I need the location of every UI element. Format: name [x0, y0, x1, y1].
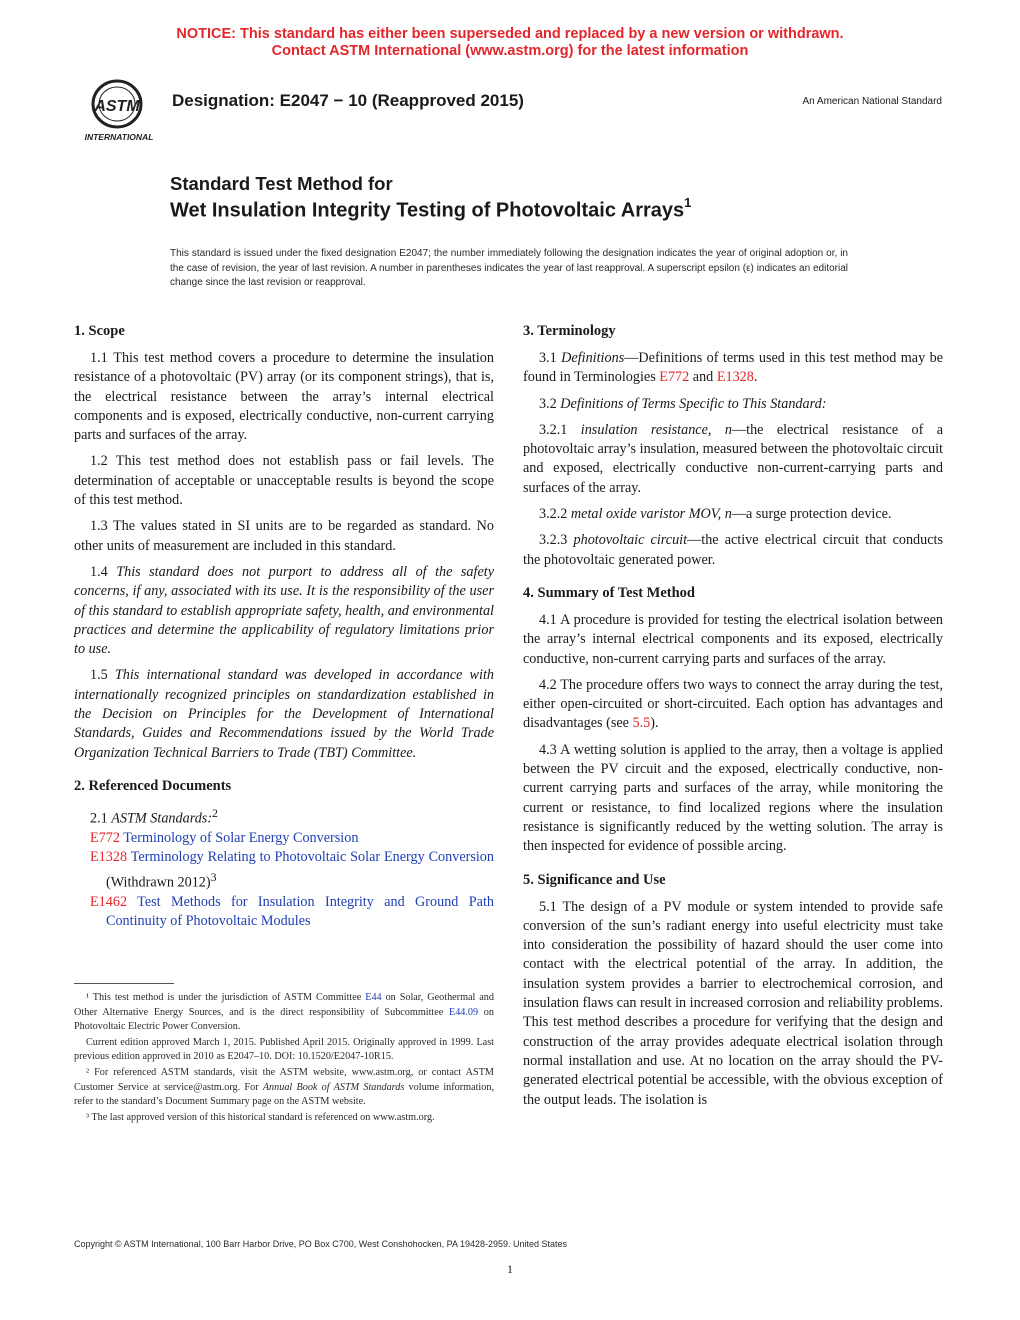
ref-item: [74, 893, 494, 932]
para-number: 3.2.1: [539, 421, 568, 438]
footnote-text: on Photovoltaic Electric Power Conversion.: [74, 1006, 494, 1033]
copyright: Copyright © ASTM International, 100 Barr Harbor Drive, PO Box C700, West Conshohocken, PA 19428-2959. United States: [74, 1239, 568, 1249]
left-column: [74, 322, 494, 945]
designation: Designation: E2047 − 10 (Reapproved 2015): [172, 91, 524, 110]
para-number: 3.2: [539, 395, 557, 412]
e772-link[interactable]: E772: [659, 369, 690, 386]
para-italic-text: This standard does not purport to address all of the safety concerns, if any, associated with its use. It is the responsibility of the user of this standard to establish appropriate safety, health, and environmental practices and determine the applicability of regulatory limitations prior to use.: [74, 563, 494, 658]
para-term: Definitions: [561, 350, 625, 366]
paragraph-4-1: 4.1 A procedure is provided for testing the electrical isolation between the array’s internal electrical components and its exposed, electrically conductive, non-current carrying parts and surfaces of the array.: [523, 611, 943, 667]
footnote-1: [74, 991, 494, 1035]
footnote-text: ¹ This test method is under the jurisdiction of ASTM Committee: [86, 992, 366, 1003]
para-text: —a surge protection device.: [731, 506, 892, 523]
para-text: —the electrical resistance of a photovoltaic array’s insulation, measured between the photovoltaic circuit and exposed, electrically conductive non-current-carrying parts and surfaces of the array.: [523, 421, 944, 496]
section-summary: [523, 584, 943, 857]
superseded-notice: [0, 26, 1020, 60]
para-text: and: [689, 369, 717, 386]
section-heading: 2. Referenced Documents: [74, 777, 232, 794]
para-text: —Definitions of terms used in this test method may be found in Terminologies: [523, 350, 943, 386]
section-scope: [74, 322, 494, 763]
para-number: 3.2.2: [539, 506, 568, 523]
title-footnote-ref[interactable]: 1: [684, 195, 692, 210]
paragraph-2-1: [74, 804, 494, 829]
footnote-italic: Annual Book of ASTM Standards: [262, 1081, 405, 1093]
section-heading: 5. Significance and Use: [523, 871, 666, 888]
right-column: [523, 322, 943, 1124]
paragraph-1-2: 1.2 This test method does not establish pass or fail levels. The determination of acceptable or unacceptable results is beyond the scope of this test method.: [74, 453, 494, 509]
issue-note: This standard is issued under the fixed designation E2047; the number immediately following the designation indicates the year of original adoption or, in the case of revision, the year of last revision. A number in parentheses indicates the year of last reapproval. A superscript epsilon (ε) indicates an editorial change since the last revision or reapproval.: [170, 248, 848, 288]
subcommittee-link[interactable]: E44.09: [448, 1006, 479, 1018]
para-term: Definitions of Terms Specific to This Standard:: [560, 395, 827, 412]
para-text: ).: [650, 715, 659, 732]
ref-item: [74, 829, 494, 848]
notice-line-1: NOTICE: This standard has either been superseded and replaced by a new version or withdrawn.: [176, 26, 844, 42]
para-term: metal oxide varistor MOV, n: [570, 506, 732, 523]
paragraph-1-4: [74, 563, 494, 659]
paragraph-3-2-2: [523, 505, 943, 524]
footnote-text: ² For referenced ASTM standards, visit the ASTM website, www.astm.org, or contact ASTM Customer Service at service@astm.org. For: [74, 1066, 494, 1093]
section-terminology: [523, 322, 943, 570]
para-text: .: [753, 369, 758, 386]
american-national-standard: An American National Standard: [802, 96, 942, 107]
ref-item: [74, 848, 494, 892]
footnote-text: on Solar, Geothermal and Other Alternative Energy Sources, and is the direct responsibility of Subcommittee: [74, 992, 494, 1018]
para-italic-text: This international standard was developed in accordance with internationally recognized principles on standardization established in the Decision on Principles for the Development of International Standards, Guides and Recommendations issued by the World Trade Organization Technical Barriers to Trade (TBT) Committee.: [74, 667, 494, 761]
para-term: insulation resistance, n: [580, 421, 732, 438]
para-number: 1.4: [90, 563, 108, 580]
section-5-5-link[interactable]: 5.5: [632, 715, 651, 732]
paragraph-1-5: [74, 666, 494, 762]
ref-extra: (Withdrawn 2012): [106, 874, 211, 891]
logo-subtext: INTERNATIONAL: [84, 132, 154, 142]
paragraph-4-3: 4.3 A wetting solution is applied to the array, then a voltage is applied between the PV circuit and the exposed, electrically conductive, non-current carrying parts and surfaces of the array, while monitoring the current or resistance, to find localized regions where the insulation resistance is significantly reduced by the wetting solution. The array is then inspected for evidence of possible arcing.: [523, 741, 943, 855]
notice-line-2: Contact ASTM International (www.astm.org) for the latest information: [271, 43, 749, 59]
e1328-link[interactable]: E1328: [716, 369, 754, 386]
paragraph-1-3: 1.3 The values stated in SI units are to be regarded as standard. No other units of measurement are included in this standard.: [74, 518, 494, 554]
logo-text: ASTM: [94, 98, 140, 115]
page-number: 1: [507, 1262, 513, 1276]
footnote-1-edition: Current edition approved March 1, 2015. Published April 2015. Originally approved in 1999. Last previous edition approved in 2010 as E2047–10. DOI: 10.1520/E2047-10R15.: [74, 1036, 494, 1063]
paragraph-3-1: [523, 349, 943, 388]
section-heading: 3. Terminology: [523, 323, 616, 339]
para-number: 3.1: [539, 350, 557, 366]
paragraph-3-2-3: [523, 531, 943, 570]
footnote-ref[interactable]: 2: [212, 805, 218, 820]
ref-title-link[interactable]: Terminology of Solar Energy Conversion: [123, 829, 359, 846]
ref-title-link[interactable]: Test Methods for Insulation Integrity and Ground Path Continuity of Photovoltaic Modules: [106, 893, 494, 929]
committee-link[interactable]: E44: [365, 992, 382, 1003]
section-referenced-documents: [74, 777, 494, 931]
footnote-2: [74, 1066, 494, 1110]
para-number: 1.5: [90, 667, 108, 684]
footnote-divider: [74, 983, 174, 984]
astm-logo: [74, 74, 164, 144]
ref-title-link[interactable]: Terminology Relating to Photovoltaic Solar Energy Conversion: [130, 849, 494, 866]
para-number: 2.1: [90, 810, 108, 827]
footnote-ref[interactable]: 3: [210, 869, 217, 884]
title-line-1: Standard Test Method for: [170, 173, 393, 194]
title-text: Wet Insulation Integrity Testing of Photovoltaic Arrays: [170, 199, 685, 222]
para-term: ASTM Standards:: [111, 810, 213, 827]
section-significance: [523, 871, 943, 1110]
para-number: 3.2.3: [539, 532, 568, 549]
ref-code-link[interactable]: E1462: [90, 893, 128, 910]
footnote-3: ³ The last approved version of this historical standard is referenced on www.astm.org.: [86, 1111, 435, 1123]
section-heading: 4. Summary of Test Method: [523, 584, 695, 601]
title-line-2: [170, 197, 691, 223]
para-text: —the active electrical circuit that conducts the photovoltaic generated power.: [523, 532, 943, 568]
ref-code-link[interactable]: E772: [90, 829, 120, 846]
paragraph-3-2: [523, 395, 943, 414]
ref-code-link[interactable]: E1328: [90, 849, 128, 866]
footnote-text: volume information, refer to the standard’s Document Summary page on the ASTM website.: [74, 1081, 494, 1108]
paragraph-1-1: 1.1 This test method covers a procedure to determine the insulation resistance of a photovoltaic (PV) array (or its component strings), that is, the electrical resistance between the array’s internal electrical components and is exposed, electrically conductive, non-current carrying parts and surfaces of the array.: [74, 350, 494, 444]
footnotes: [74, 991, 494, 1126]
section-heading: 1. Scope: [74, 323, 125, 339]
para-term: photovoltaic circuit: [573, 532, 688, 549]
para-text: 4.2 The procedure offers two ways to connect the array during the test, either open-circuited or short-circuited. Each option has advantages and disadvantages (see: [523, 676, 943, 732]
paragraph-4-2: [523, 676, 943, 734]
paragraph-5-1: 5.1 The design of a PV module or system intended to provide safe conversion of the sun’s radiant energy into useful electricity must take into consideration the possibility of hazard should the user come into contact with the electrical potential of the array. In addition, the insulation system provides a barrier to electrochemical corrosion, and insulation flaws can result in increased corrosion and reliability problems. This test method describes a procedure for verifying that the design and construction of the array provides adequate electrical isolation through normal installation and use. At no location on the array should the PV-generated electrical potential be accessible, with the obvious exception of the output leads. The isolation is: [523, 898, 943, 1108]
paragraph-3-2-1: [523, 421, 943, 498]
